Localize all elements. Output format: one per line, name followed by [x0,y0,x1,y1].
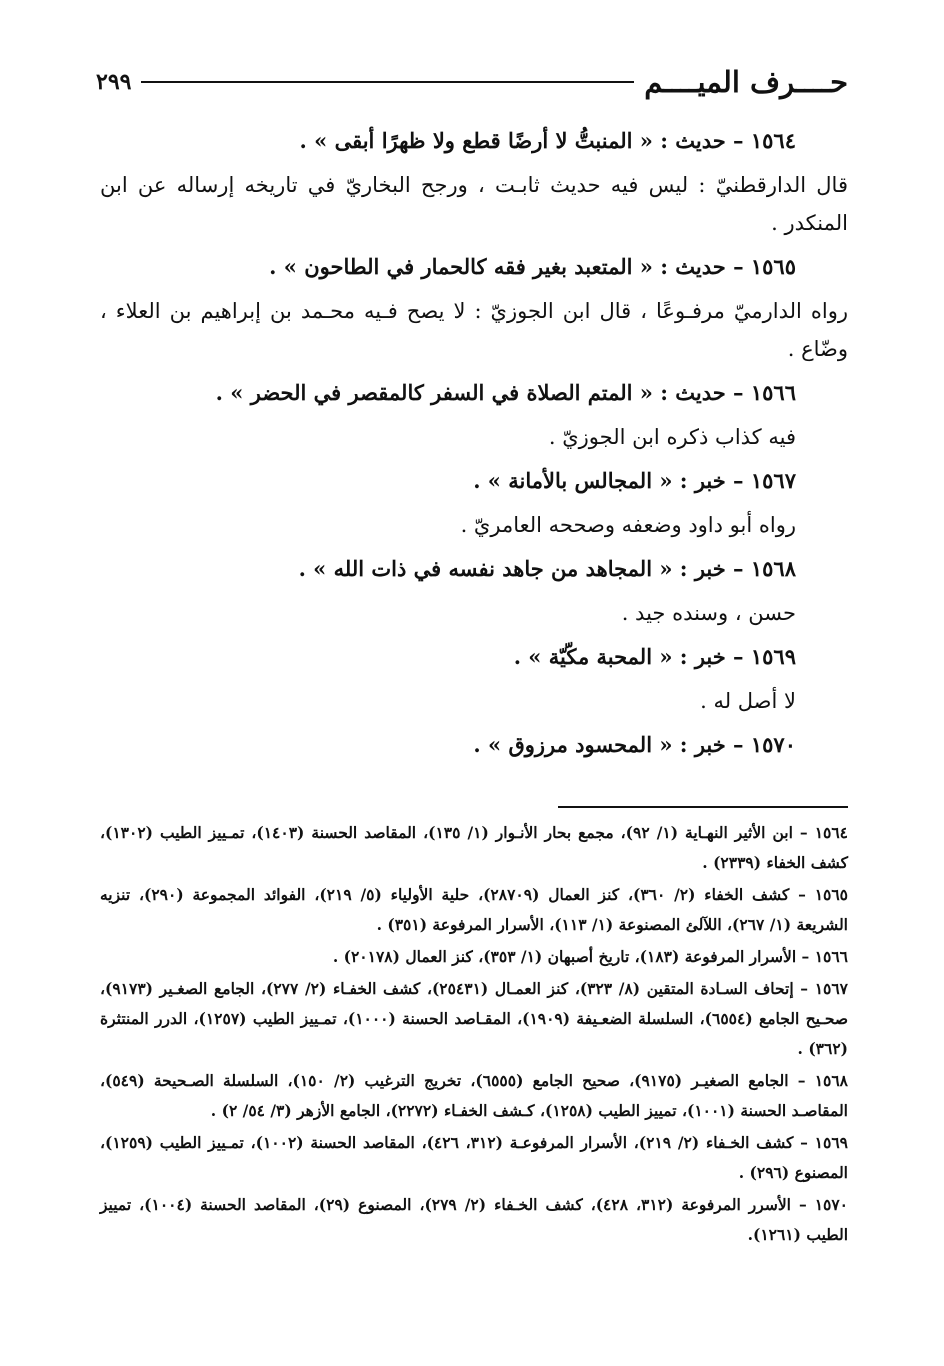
footnote: ١٥٦٧ – إتحاف السـادة المتقين (٨/ ٣٢٣)، كنز العمـال (٢٥٤٣١)، كشف الخفـاء (٢/ ٢٧٧)، الجامع الصغـير (٩١٧٣)، صحـيح الجامع (٦٥٥٤)، السلسلة الضعـيفة (١٩٠٩)، المقـاصد الحسنة (١٠٠٠)، تمـييز الطيب (١٢٥٧)، الدرر المنتثرة (٣٦٢) . [100,979,849,1058]
entry-commentary: رواه أبو داود وضعفه وصححه العامريّ . [460,513,796,537]
page-number: ٢٩٩ [96,69,132,95]
footnote: ١٥٦٦ – الأسرار المرفوعة (١٨٣)، تاريخ أصبهان (١/ ٣٥٣)، كنز العمال (٢٠١٧٨) . [332,947,848,966]
footnote-separator [558,806,848,808]
footnote: ١٥٦٤ – ابن الأثير النهـاية (١/ ٩٢)، مجمع بحار الأنـوار (١/ ١٣٥)، المقاصد الحسنة (١٤٠٣)، تمـييز الطيب (١٣٠٢)، كشف الخفاء (٢٣٣٩) . [100,823,849,872]
running-title: حــــرف الميــــم [644,65,848,99]
entry-heading: ١٥٦٩ – خبر : « المحبة مكّيّة » . [513,644,796,669]
entry-heading: ١٥٦٦ – حديث : « المتم الصلاة في السفر كالمقصر في الحضر » . [215,380,796,405]
footnote: ١٥٧٠ – الأسرر المرفوعة (٣١٢، ٤٢٨)، كشف الخـفاء (٢/ ٢٧٩)، المصنوع (٢٩)، المقاصد الحسنة (١٠٠٤)، تمييز الطيب (١٢٦١). [100,1195,849,1244]
footnote: ١٥٦٨ – الجامع الصغيـر (٩١٧٥)، صحيح الجامع (٦٥٥٥)، تخريج الترغيب (٢/ ١٥٠)، السلسلة الصـحيحة (٥٤٩)، المقاصـد الحسنة (١٠٠١)، تمييز الطيب (١٢٥٨)، كـشف الخفـاء (٢٢٧٢)، الجامع الأزهر (٣/ ٥٤/ ٢) . [100,1071,849,1120]
entry-commentary: فيه كذاب ذكره ابن الجوزيّ . [548,425,796,449]
footnote: ١٥٦٩ – كشف الخـفاء (٢/ ٢١٩)، الأسرار المرفوعـة (٣١٢، ٤٢٦)، المقاصد الحسنة (١٠٠٢)، تمـييز الطيب (١٢٥٩)، المصنوع (٢٩٦) . [100,1133,848,1182]
header-rule [141,81,634,83]
footnote: ١٥٦٥ – كشف الخفاء (٢/ ٣٦٠)، كنز العمال (٢٨٧٠٩)، حلية الأولياء (٥/ ٢١٩)، الفوائد المجموعة (٢٩٠)، تنزيه الشريعة (١/ ٢٦٧)، اللآلئ المصنوعة (١/ ١١٣)، الأسرار المرفوعة (٣٥١) . [100,885,849,934]
entry-commentary: حسن ، وسنده جيد . [621,601,796,625]
entry-commentary: قال الدارقطنيّ : ليس فيه حديث ثابـت ، ورجح البخاريّ في تاريخه إرساله عن ابن المنكدر . [100,173,848,235]
entry-heading: ١٥٦٧ – خبر : « المجالس بالأمانة » . [473,468,796,493]
entry-commentary: لا أصل له . [700,689,796,713]
entry-heading: ١٥٦٥ – حديث : « المتعبد بغير فقه كالحمار في الطاحون » . [269,254,796,279]
entry-heading: ١٥٦٤ – حديث : « المنبتُّ لا أرضًا قطع ولا ظهرًا أبقى » . [299,128,796,153]
entry-heading: ١٥٦٨ – خبر : « المجاهد من جاهد نفسه في ذات الله » . [298,556,796,581]
footnotes [100,818,848,1252]
main-text [100,122,848,770]
entry-heading: ١٥٧٠ – خبر : « المحسود مرزوق » . [473,732,796,757]
entry-commentary: رواه الدارميّ مرفـوعًا ، قال ابن الجوزيّ : لا يصح فـيه محـمد بن إبراهيم بن العلاء ، وضّاع . [100,299,848,361]
page-header [96,62,848,102]
